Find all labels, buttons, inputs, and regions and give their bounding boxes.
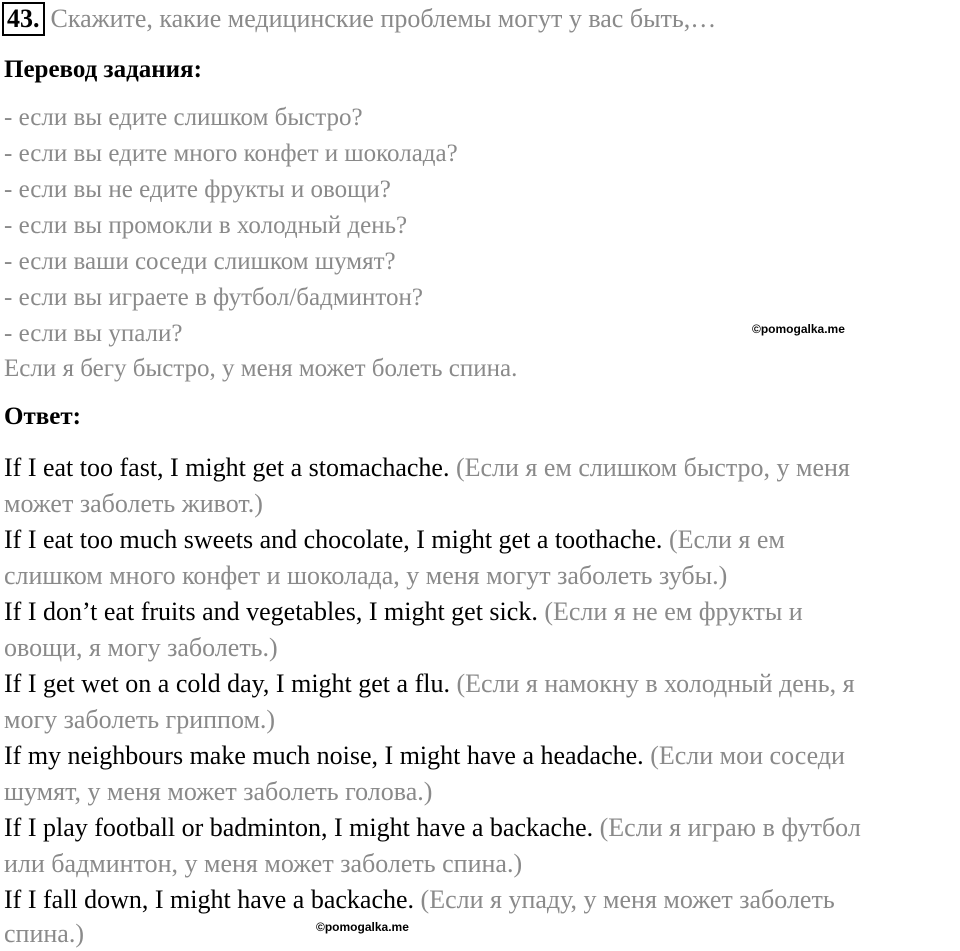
answer-english: If I get wet on a cold day, I might get a flu. bbox=[4, 669, 450, 698]
answer-line bbox=[4, 453, 850, 483]
translation-item: - если вы играете в футбол/бадминтон? bbox=[4, 284, 423, 311]
answer-line bbox=[4, 489, 263, 519]
example-sentence: Если я бегу быстро, у меня может болеть спина. bbox=[4, 355, 518, 382]
translation-item: - если вы едите много конфет и шоколада? bbox=[4, 140, 458, 167]
answer-line bbox=[4, 561, 727, 591]
answer-english: If I eat too much sweets and chocolate, I might get a toothache. bbox=[4, 525, 663, 554]
answer-line bbox=[4, 597, 803, 627]
answer-line bbox=[4, 885, 835, 915]
answer-english: If I eat too fast, I might get a stomachache. bbox=[4, 453, 450, 482]
answer-translation: шумят, у меня может заболеть голова.) bbox=[4, 777, 433, 806]
answer-line bbox=[4, 525, 785, 555]
answer-translation: овощи, я могу заболеть.) bbox=[4, 633, 278, 662]
answer-line bbox=[4, 919, 84, 949]
answer-translation: слишком много конфет и шоколада, у меня могут заболеть зубы.) bbox=[4, 561, 728, 590]
answer-line bbox=[4, 849, 522, 879]
answer-translation: (Если я ем слишком быстро, у меня bbox=[455, 453, 850, 482]
answer-line bbox=[4, 669, 855, 699]
answer-translation: (Если я не ем фрукты и bbox=[544, 597, 803, 626]
answer-translation: спина.) bbox=[4, 919, 84, 948]
answer-translation: (Если я намокну в холодный день, я bbox=[456, 669, 855, 698]
translation-item: - если ваши соседи слишком шумят? bbox=[4, 248, 396, 275]
translation-item: - если вы упали? bbox=[4, 320, 183, 347]
task-text: Скажите, какие медицинские проблемы могут у вас быть,… bbox=[50, 4, 717, 33]
translation-item: - если вы едите слишком быстро? bbox=[4, 104, 363, 131]
answer-translation: или бадминтон, у меня может заболеть спина.) bbox=[4, 849, 523, 878]
translation-item: - если вы не едите фрукты и овощи? bbox=[4, 176, 391, 203]
answer-line bbox=[4, 633, 278, 663]
answer-translation: может заболеть живот.) bbox=[4, 489, 263, 518]
answer-translation: (Если я играю в футбол bbox=[599, 813, 861, 842]
translation-item: - если вы промокли в холодный день? bbox=[4, 212, 408, 239]
translation-heading: Перевод задания: bbox=[4, 56, 202, 83]
answer-line bbox=[4, 705, 275, 735]
answer-english: If I fall down, I might have a backache. bbox=[4, 885, 415, 914]
answer-line bbox=[4, 741, 845, 771]
watermark: ©pomogalka.me bbox=[316, 920, 409, 934]
task-number: 43. bbox=[2, 2, 45, 36]
answer-english: If I don’t eat fruits and vegetables, I might get sick. bbox=[4, 597, 538, 626]
answer-translation: (Если я ем bbox=[668, 525, 785, 554]
answer-translation: (Если я упаду, у меня может заболеть bbox=[420, 885, 835, 914]
answer-translation: могу заболеть гриппом.) bbox=[4, 705, 276, 734]
watermark: ©pomogalka.me bbox=[752, 322, 845, 336]
answer-line bbox=[4, 777, 432, 807]
answer-heading: Ответ: bbox=[4, 403, 81, 430]
answer-translation: (Если мои соседи bbox=[650, 741, 845, 770]
answer-english: If my neighbours make much noise, I might have a headache. bbox=[4, 741, 644, 770]
answer-line bbox=[4, 813, 861, 843]
answer-english: If I play football or badminton, I might have a backache. bbox=[4, 813, 594, 842]
task-line bbox=[2, 2, 716, 36]
